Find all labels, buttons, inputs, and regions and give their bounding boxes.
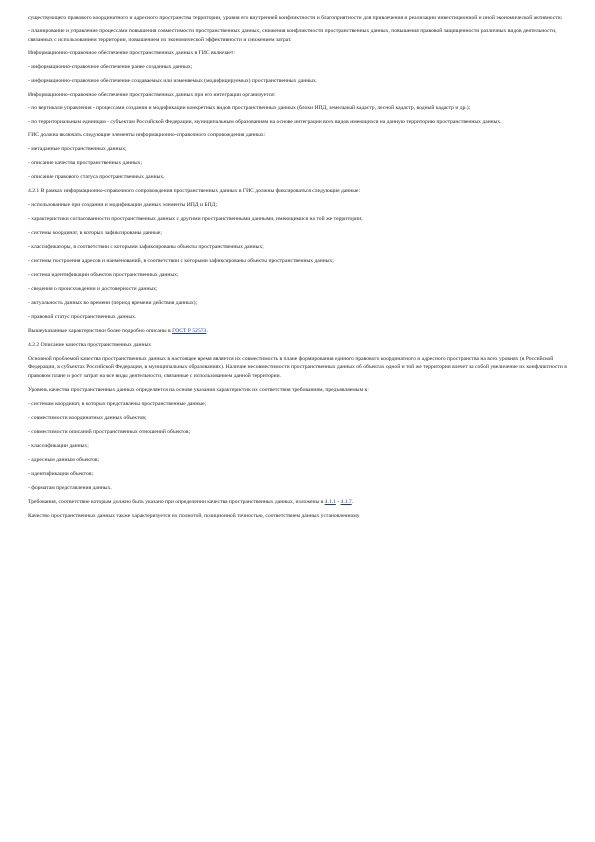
list-item: - информационно-справочное обеспечение ранее созданных данных; [28, 64, 193, 71]
list-item: - идентификации объектов; [28, 470, 94, 477]
gost-link[interactable]: ГОСТ Р 52573 [172, 327, 207, 334]
list-item: - по территориальным единицам - субъектам Российской Федерации, муниципальным образованиям на основе интеграции всех видов имеющихся на данную территорию пространственных данных. [28, 118, 502, 125]
paragraph-with-links [28, 498, 568, 507]
paragraph: Качество пространственных данных также характеризуется их полнотой, позиционной точностью, соответствием данных установленному [28, 512, 360, 519]
list-item: - система идентификации объектов пространственных данных; [28, 271, 179, 278]
section-link-4-1-1[interactable]: 4.1.1 [324, 498, 336, 505]
paragraph-tail: . [351, 498, 354, 505]
list-item: - использованные при создании и модификации данных элементы ИПД и БПД; [28, 201, 218, 208]
paragraph: существующего правового координатного и адресного пространства территории, уровня его внутренней конфликтности и благоприятности для привлечения и реализации инвестиционной и иной экономической активности; [28, 15, 563, 21]
paragraph-text: Вышеуказанные характеристики более подробно описаны в [28, 327, 173, 334]
list-item: - классификаторы, в соответствии с которыми зафиксированы объекты пространственных данных; [28, 243, 264, 250]
paragraph: Основной проблемой качества пространственных данных в настоящее время является их совместимость в плане формирования единого правового координатного и адресного пространства на всех уровнях (в Российской Федерации, в субъектах Российской Федерации, в муниципальных образованиях). Наличие несовместимости пространственных данных об объектах одной и той же территории влечет за собой увеличение их конфликтности в правовом плане и рост затрат на все виды деятельности, связанные с использованием данной территории. [28, 355, 567, 379]
paragraph: ГИС должна включать следующие элементы информационно-справочного сопровождения данных: [28, 131, 266, 138]
section-link-4-1-7[interactable]: 4.1.7 [340, 498, 352, 505]
list-item: - правовой статус пространственных данных. [28, 313, 137, 320]
list-item: - системам координат, в которых представлены пространственные данные; [28, 400, 207, 407]
list-item: - системы координат, в которых зафиксированы данные; [28, 229, 162, 236]
paragraph: Информационно-справочное обеспечение пространственных данных в ГИС включает: [28, 50, 235, 57]
list-item: - системы построения адресов и наименований, в соответствии с которыми зафиксированы объекты пространственных данных; [28, 257, 334, 264]
paragraph: Информационно-справочное обеспечение пространственных данных при его интеграции организуется: [28, 92, 276, 99]
list-item: - совместимости координатных данных объектов; [28, 414, 147, 421]
list-item: - по вертикали управления - процессами создания и модификации конкретных видов пространственных данных (блоки ИПД, земельный кадастр, лесной кадастр, водный кадастр и др.); [28, 105, 471, 112]
list-item: - форматам представления данных. [28, 484, 112, 491]
paragraph-text: Требования, соответствие которым должно быть указано при определении качества пространственных данных, изложены в [28, 498, 325, 505]
list-item: - адресным данным объектов; [28, 456, 100, 463]
paragraph: Уровень качества пространственных данных определяется на основе указания характеристик их соответствия требованиям, предъявляемым к: [28, 386, 369, 393]
section-heading: 4.2.2 Описание качества пространственных данных [28, 341, 152, 348]
list-item: - классификации данных; [28, 442, 89, 449]
list-item: - метаданные пространственных данных; [28, 145, 127, 152]
list-item: - описание правового статуса пространственных данных. [28, 173, 165, 180]
document-page [28, 14, 568, 520]
list-item: - совместимости описаний пространственных отношений объектов; [28, 428, 191, 435]
list-item: - информационно-справочное обеспечение создаваемых или изменяемых (модифицируемых) пространственных данных. [28, 78, 318, 85]
list-item: - описание качества пространственных данных; [28, 159, 143, 166]
paragraph-tail: . [206, 327, 208, 334]
link-separator: - [335, 498, 341, 505]
paragraph: - планирование и управление процессами повышения совместимости пространственных данных, снижения конфликтности пространственных данных, повышения правовой защищенности различных видов деятельности, связанных с использованием территории, повышением их экономической эффективности и снижением затрат. [28, 28, 557, 43]
list-item: - сведения о происхождении и достоверности данных; [28, 285, 158, 292]
section-heading: 4.2.1 В рамках информационно-справочного сопровождения пространственных данных в ГИС должны фиксироваться следующие данные: [28, 187, 361, 194]
list-item: - характеристики согласованности пространственных данных с другими пространственными данными, имеющимися на той же территории; [28, 215, 363, 222]
list-item: - актуальность данных во времени (период времени действия данных); [28, 299, 198, 306]
paragraph-with-link [28, 327, 568, 336]
